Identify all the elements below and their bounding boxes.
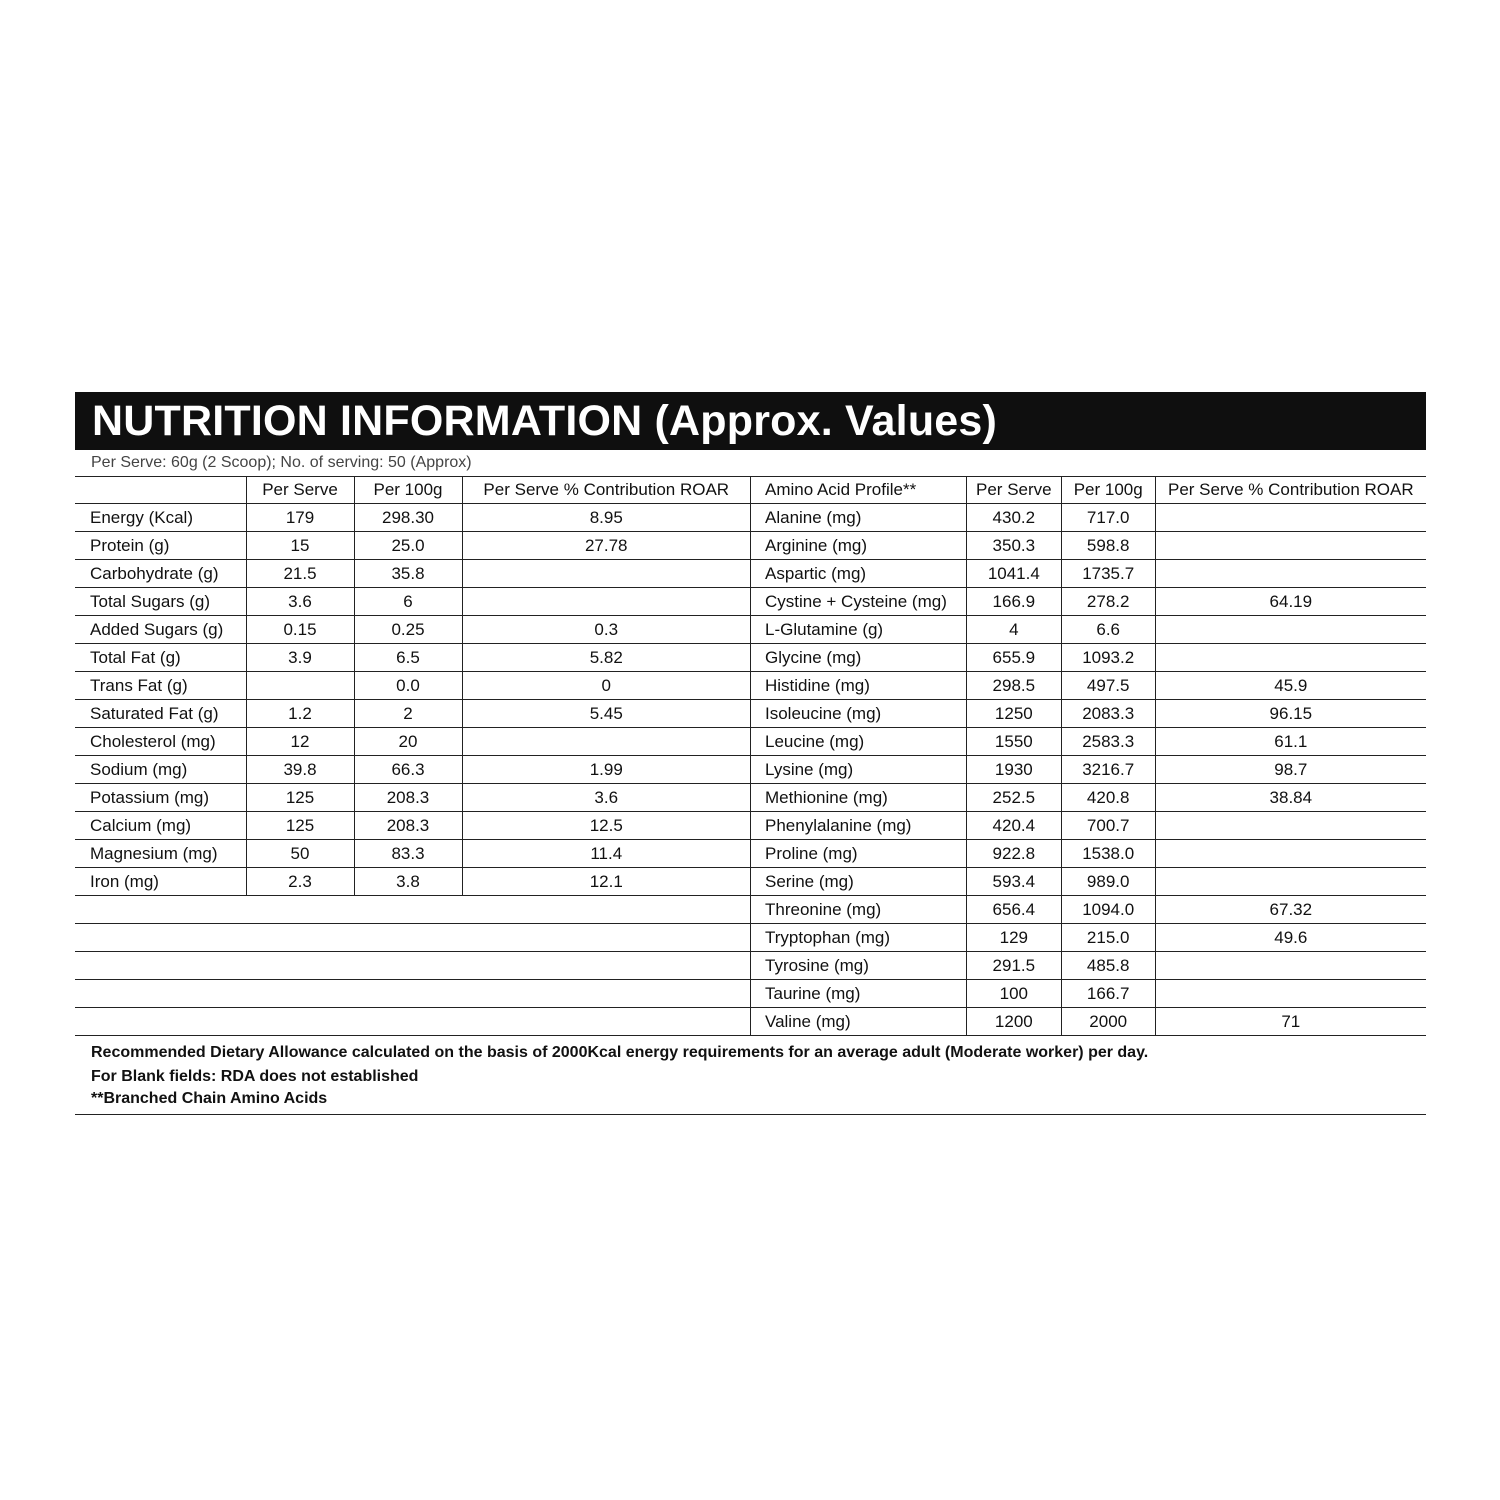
table-row xyxy=(751,1008,1427,1036)
table-cell: 2083.3 xyxy=(1061,700,1155,728)
table-cell: 166.7 xyxy=(1061,980,1155,1008)
table-cell: 1930 xyxy=(966,756,1061,784)
table-header-row xyxy=(751,477,1427,504)
column-header: Per Serve % Contribution ROAR xyxy=(462,477,750,504)
table-cell: 49.6 xyxy=(1155,924,1426,952)
table-row xyxy=(75,784,750,812)
table-cell: 1093.2 xyxy=(1061,644,1155,672)
table-cell: 5.82 xyxy=(462,644,750,672)
table-cell: 0.15 xyxy=(246,616,354,644)
table-cell: 2 xyxy=(354,700,462,728)
table-cell: 66.3 xyxy=(354,756,462,784)
table-cell: 71 xyxy=(1155,1008,1426,1036)
page-title: NUTRITION INFORMATION (Approx. Values) xyxy=(75,392,1426,450)
empty-row-cell xyxy=(75,896,750,924)
table-row xyxy=(751,812,1427,840)
table-cell: 656.4 xyxy=(966,896,1061,924)
table-cell xyxy=(1155,868,1426,896)
rda-footnote: Recommended Dietary Allowance calculated on the basis of 2000Kcal energy requirements for an average adult (Moderate worker) per day. xyxy=(91,1044,1149,1061)
table-row xyxy=(75,980,750,1008)
table-cell: 3216.7 xyxy=(1061,756,1155,784)
table-cell: Tyrosine (mg) xyxy=(751,952,967,980)
table-row xyxy=(751,840,1427,868)
table-cell: 0.25 xyxy=(354,616,462,644)
table-cell xyxy=(462,560,750,588)
table-cell: 64.19 xyxy=(1155,588,1426,616)
table-cell: Phenylalanine (mg) xyxy=(751,812,967,840)
table-cell: Sodium (mg) xyxy=(75,756,246,784)
table-row xyxy=(751,504,1427,532)
table-cell: 6.6 xyxy=(1061,616,1155,644)
table-cell: Threonine (mg) xyxy=(751,896,967,924)
table-cell: 1094.0 xyxy=(1061,896,1155,924)
column-header: Per Serve xyxy=(246,477,354,504)
table-row xyxy=(75,644,750,672)
table-cell: Methionine (mg) xyxy=(751,784,967,812)
table-cell xyxy=(1155,812,1426,840)
table-cell: Alanine (mg) xyxy=(751,504,967,532)
table-row xyxy=(75,896,750,924)
column-header: Per 100g xyxy=(354,477,462,504)
table-cell: 2.3 xyxy=(246,868,354,896)
table-cell: 67.32 xyxy=(1155,896,1426,924)
table-cell: 3.6 xyxy=(246,588,354,616)
table-cell: Glycine (mg) xyxy=(751,644,967,672)
table-cell xyxy=(1155,532,1426,560)
table-cell xyxy=(1155,980,1426,1008)
table-cell: 96.15 xyxy=(1155,700,1426,728)
table-cell: 208.3 xyxy=(354,784,462,812)
table-cell xyxy=(1155,952,1426,980)
table-cell: Serine (mg) xyxy=(751,868,967,896)
table-row xyxy=(751,728,1427,756)
table-row xyxy=(75,616,750,644)
table-cell: Saturated Fat (g) xyxy=(75,700,246,728)
table-row xyxy=(75,952,750,980)
table-cell: 420.4 xyxy=(966,812,1061,840)
table-cell: 6 xyxy=(354,588,462,616)
table-cell: Lysine (mg) xyxy=(751,756,967,784)
table-cell: 3.6 xyxy=(462,784,750,812)
table-cell: 291.5 xyxy=(966,952,1061,980)
table-cell: 922.8 xyxy=(966,840,1061,868)
table-cell xyxy=(462,728,750,756)
bcaa-footnote: **Branched Chain Amino Acids xyxy=(91,1090,328,1107)
table-cell: Leucine (mg) xyxy=(751,728,967,756)
table-cell: 420.8 xyxy=(1061,784,1155,812)
table-row xyxy=(751,868,1427,896)
table-cell: 3.9 xyxy=(246,644,354,672)
table-cell: 179 xyxy=(246,504,354,532)
table-cell: Valine (mg) xyxy=(751,1008,967,1036)
table-row xyxy=(751,980,1427,1008)
column-header: Amino Acid Profile** xyxy=(751,477,967,504)
table-row xyxy=(751,616,1427,644)
table-cell: 12.5 xyxy=(462,812,750,840)
table-cell: 5.45 xyxy=(462,700,750,728)
table-cell: 6.5 xyxy=(354,644,462,672)
table-row xyxy=(75,924,750,952)
table-cell: 497.5 xyxy=(1061,672,1155,700)
table-cell: 39.8 xyxy=(246,756,354,784)
table-cell: 1250 xyxy=(966,700,1061,728)
table-cell: 215.0 xyxy=(1061,924,1155,952)
table-cell: 0.3 xyxy=(462,616,750,644)
table-cell: 20 xyxy=(354,728,462,756)
table-cell: Protein (g) xyxy=(75,532,246,560)
table-cell: Carbohydrate (g) xyxy=(75,560,246,588)
empty-row-cell xyxy=(75,980,750,1008)
table-cell: 129 xyxy=(966,924,1061,952)
table-cell: Total Sugars (g) xyxy=(75,588,246,616)
nutrition-table-body xyxy=(75,504,750,1036)
table-row xyxy=(751,672,1427,700)
table-cell xyxy=(462,588,750,616)
blank-fields-footnote: For Blank fields: RDA does not established xyxy=(91,1068,419,1085)
table-cell: 61.1 xyxy=(1155,728,1426,756)
table-row xyxy=(751,588,1427,616)
table-cell: 3.8 xyxy=(354,868,462,896)
table-cell: Added Sugars (g) xyxy=(75,616,246,644)
table-cell: Aspartic (mg) xyxy=(751,560,967,588)
table-cell xyxy=(1155,644,1426,672)
column-header: Per 100g xyxy=(1061,477,1155,504)
table-row xyxy=(75,728,750,756)
empty-row-cell xyxy=(75,952,750,980)
table-cell: Iron (mg) xyxy=(75,868,246,896)
table-cell: 298.30 xyxy=(354,504,462,532)
table-cell: Cholesterol (mg) xyxy=(75,728,246,756)
table-cell: 98.7 xyxy=(1155,756,1426,784)
table-cell: Taurine (mg) xyxy=(751,980,967,1008)
table-cell: Cystine + Cysteine (mg) xyxy=(751,588,967,616)
table-row xyxy=(751,700,1427,728)
table-cell: 1041.4 xyxy=(966,560,1061,588)
table-cell: 717.0 xyxy=(1061,504,1155,532)
table-cell: 989.0 xyxy=(1061,868,1155,896)
table-cell: 35.8 xyxy=(354,560,462,588)
column-header: Per Serve xyxy=(966,477,1061,504)
table-row xyxy=(75,504,750,532)
table-cell: 485.8 xyxy=(1061,952,1155,980)
table-row xyxy=(751,560,1427,588)
table-cell: 252.5 xyxy=(966,784,1061,812)
table-row xyxy=(75,588,750,616)
table-cell: 15 xyxy=(246,532,354,560)
table-cell: 1735.7 xyxy=(1061,560,1155,588)
table-cell: 12.1 xyxy=(462,868,750,896)
nutrition-panel xyxy=(75,392,1426,1115)
table-cell: 350.3 xyxy=(966,532,1061,560)
table-cell: L-Glutamine (g) xyxy=(751,616,967,644)
amino-acid-table-body xyxy=(751,504,1427,1036)
table-row xyxy=(75,868,750,896)
table-row xyxy=(75,532,750,560)
table-cell: 1200 xyxy=(966,1008,1061,1036)
table-row xyxy=(75,700,750,728)
table-cell: Potassium (mg) xyxy=(75,784,246,812)
table-row xyxy=(75,812,750,840)
table-cell: 83.3 xyxy=(354,840,462,868)
table-cell xyxy=(1155,504,1426,532)
table-cell: 8.95 xyxy=(462,504,750,532)
table-cell xyxy=(246,672,354,700)
table-cell: Tryptophan (mg) xyxy=(751,924,967,952)
table-row xyxy=(75,672,750,700)
table-cell: 27.78 xyxy=(462,532,750,560)
table-cell: 593.4 xyxy=(966,868,1061,896)
table-cell: 430.2 xyxy=(966,504,1061,532)
footnotes xyxy=(75,1036,1426,1115)
table-cell: Proline (mg) xyxy=(751,840,967,868)
table-cell: 700.7 xyxy=(1061,812,1155,840)
table-row xyxy=(751,896,1427,924)
table-row xyxy=(75,1008,750,1036)
table-cell: 11.4 xyxy=(462,840,750,868)
amino-acid-table xyxy=(750,476,1426,1036)
table-row xyxy=(751,784,1427,812)
tables-wrapper xyxy=(75,476,1426,1036)
table-cell: Trans Fat (g) xyxy=(75,672,246,700)
table-cell: Magnesium (mg) xyxy=(75,840,246,868)
table-cell: 125 xyxy=(246,784,354,812)
table-cell: 166.9 xyxy=(966,588,1061,616)
empty-row-cell xyxy=(75,924,750,952)
table-cell: 25.0 xyxy=(354,532,462,560)
table-cell: 38.84 xyxy=(1155,784,1426,812)
table-row xyxy=(751,532,1427,560)
table-cell: Energy (Kcal) xyxy=(75,504,246,532)
table-cell: Arginine (mg) xyxy=(751,532,967,560)
table-row xyxy=(751,644,1427,672)
nutrition-table xyxy=(75,476,750,1036)
table-cell: Total Fat (g) xyxy=(75,644,246,672)
table-cell: 278.2 xyxy=(1061,588,1155,616)
table-cell: 655.9 xyxy=(966,644,1061,672)
table-cell: 0 xyxy=(462,672,750,700)
table-row xyxy=(751,952,1427,980)
table-cell: 100 xyxy=(966,980,1061,1008)
column-header xyxy=(75,477,246,504)
table-row xyxy=(75,756,750,784)
table-header-row xyxy=(75,477,750,504)
table-row xyxy=(75,560,750,588)
table-cell: 45.9 xyxy=(1155,672,1426,700)
table-cell xyxy=(1155,616,1426,644)
table-cell: 12 xyxy=(246,728,354,756)
table-cell: 125 xyxy=(246,812,354,840)
table-cell: 4 xyxy=(966,616,1061,644)
table-cell: 21.5 xyxy=(246,560,354,588)
serving-note: Per Serve: 60g (2 Scoop); No. of serving: 50 (Approx) xyxy=(91,454,472,471)
empty-row-cell xyxy=(75,1008,750,1036)
table-cell xyxy=(1155,840,1426,868)
table-cell: 298.5 xyxy=(966,672,1061,700)
table-cell: Isoleucine (mg) xyxy=(751,700,967,728)
table-cell: Histidine (mg) xyxy=(751,672,967,700)
table-cell: 598.8 xyxy=(1061,532,1155,560)
table-cell: 1.99 xyxy=(462,756,750,784)
table-cell xyxy=(1155,560,1426,588)
table-cell: 1.2 xyxy=(246,700,354,728)
table-cell: Calcium (mg) xyxy=(75,812,246,840)
table-cell: 1550 xyxy=(966,728,1061,756)
table-cell: 1538.0 xyxy=(1061,840,1155,868)
table-cell: 50 xyxy=(246,840,354,868)
table-row xyxy=(751,924,1427,952)
table-cell: 2000 xyxy=(1061,1008,1155,1036)
table-row xyxy=(751,756,1427,784)
table-cell: 208.3 xyxy=(354,812,462,840)
column-header: Per Serve % Contribution ROAR xyxy=(1155,477,1426,504)
table-cell: 0.0 xyxy=(354,672,462,700)
table-row xyxy=(75,840,750,868)
table-cell: 2583.3 xyxy=(1061,728,1155,756)
